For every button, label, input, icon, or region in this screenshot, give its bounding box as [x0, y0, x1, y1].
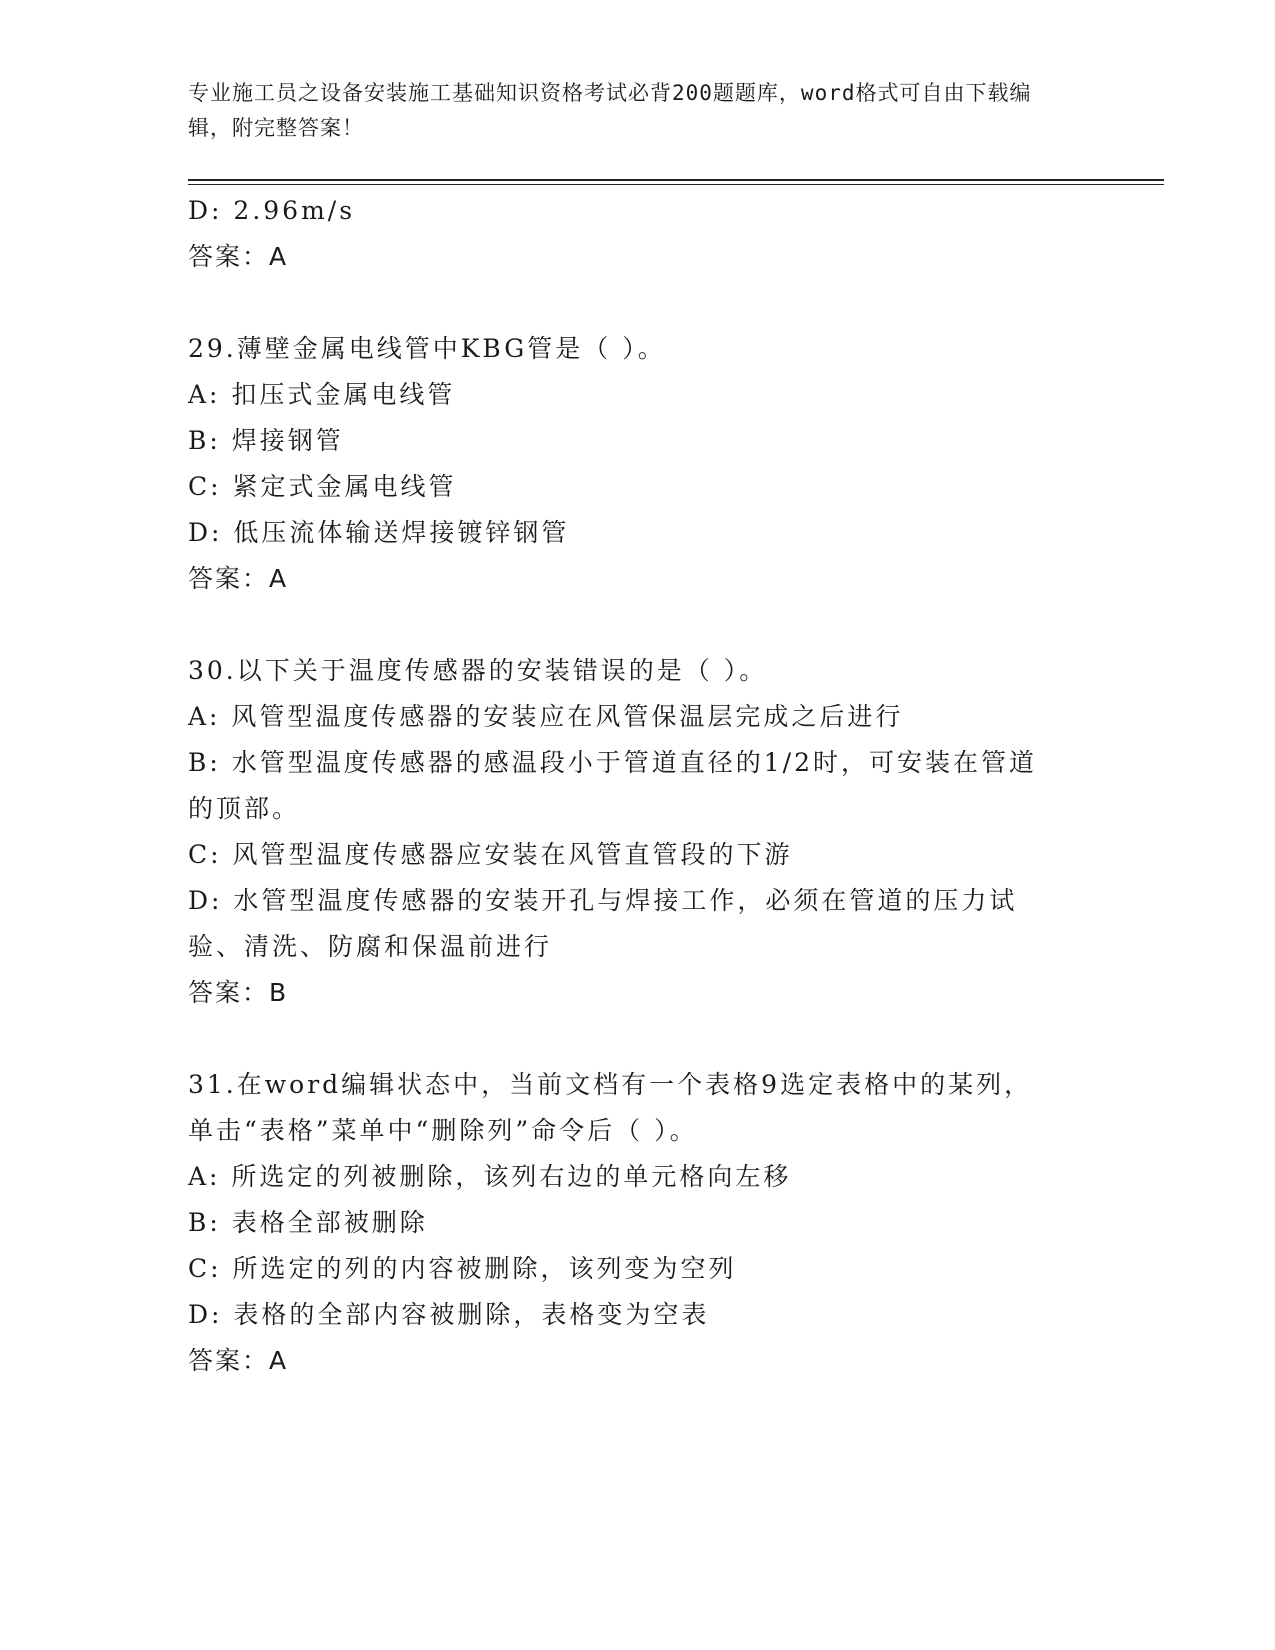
header-divider	[188, 179, 1164, 181]
header-text: 专业施工员之设备安装施工基础知识资格考试必背200题题库，word格式可自由下载编辑，附完整答案！	[188, 81, 1032, 140]
option-c: C: 风管型温度传感器应安装在风管直管段的下游	[188, 840, 793, 869]
option-d: D: 低压流体输送焊接镀锌钢管	[188, 518, 570, 547]
option-a: A: 所选定的列被删除，该列右边的单元格向左移	[188, 1162, 792, 1191]
option-d: D: 表格的全部内容被删除，表格变为空表	[188, 1300, 710, 1329]
question-stem: 29.薄壁金属电线管中KBG管是（ ）。	[188, 334, 666, 363]
answer-line: 答案：A	[188, 242, 289, 271]
answer-line: 答案：B	[188, 978, 289, 1007]
answer-line: 答案：A	[188, 1346, 289, 1375]
option-b: B: 表格全部被删除	[188, 1208, 428, 1237]
option-d: D: 水管型温度传感器的安装开孔与焊接工作，必须在管道的压力试验、清洗、防腐和保温前进行	[188, 886, 1018, 961]
option-c: C: 所选定的列的内容被删除，该列变为空列	[188, 1254, 737, 1283]
spacer	[188, 280, 1088, 326]
page-header	[188, 76, 1068, 146]
question-30	[188, 648, 1088, 1016]
question-29	[188, 326, 1088, 602]
option-b: B: 焊接钢管	[188, 426, 344, 455]
question-stem: 31.在word编辑状态中，当前文档有一个表格9选定表格中的某列，单击“表格”菜单中“删除列”命令后（ ）。	[188, 1070, 1033, 1145]
option-b: B: 水管型温度传感器的感温段小于管道直径的1/2时，可安装在管道的顶部。	[188, 748, 1037, 823]
previous-question-tail	[188, 188, 1088, 280]
option-d: D: 2.96m/s	[188, 196, 356, 225]
header-divider-thin	[188, 184, 1164, 185]
option-a: A: 扣压式金属电线管	[188, 380, 456, 409]
document-body	[188, 188, 1088, 1430]
option-a: A: 风管型温度传感器的安装应在风管保温层完成之后进行	[188, 702, 904, 731]
option-c: C: 紧定式金属电线管	[188, 472, 457, 501]
question-31	[188, 1062, 1088, 1384]
question-stem: 30.以下关于温度传感器的安装错误的是（ ）。	[188, 656, 768, 685]
answer-line: 答案：A	[188, 564, 289, 593]
